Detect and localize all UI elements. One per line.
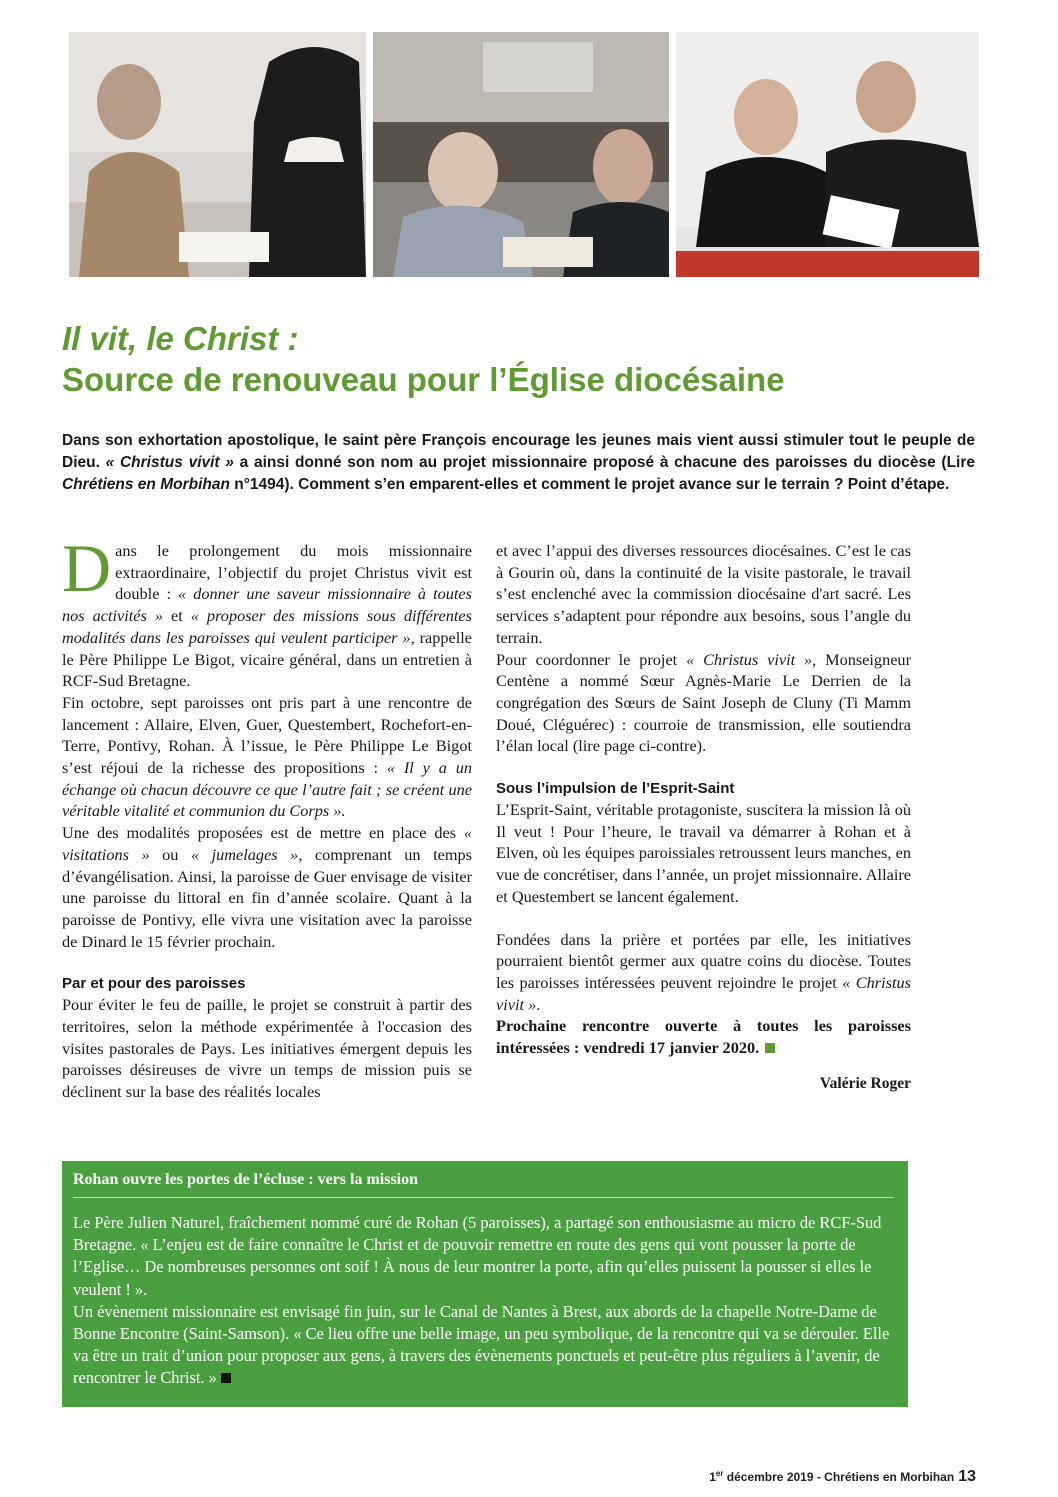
box-paragraph: Le Père Julien Naturel, fraîchement nommé curé de Rohan (5 paroisses), a partagé son enthousiasme au micro de RCF-Sud Bretagne. « L’enjeu est de faire connaître le Christ et de pouvoir remettre en route des gens qui vont pousser la porte de l’Eglise… De nombreuses personnes ont soif ! À nous de leur montrer la porte, afin qu’elles puissent la pousser si elles le veulent ! ». xyxy=(73,1213,882,1299)
article-column-right xyxy=(496,540,911,1094)
body-paragraph xyxy=(62,822,472,952)
lead-text: n°1494). Comment s’en emparent-elles et comment le projet avance sur le terrain ? Point d’étape. xyxy=(229,476,950,493)
body-paragraph: L’Esprit-Saint, véritable protagoniste, suscitera la mission là où Il veut ! Pour l’heure, le travail va démarrer à Rohan et à Elven, où les équipes paroissiales retroussent leurs manches, en vue de concrétiser, dans l’année, un projet missionnaire. Allaire et Questembert se lancent également. xyxy=(496,800,911,906)
page-number: 13 xyxy=(958,1468,976,1485)
photo-priests-reading xyxy=(676,32,979,277)
end-mark-icon xyxy=(221,1373,231,1383)
box-text: Un évènement missionnaire est envisagé fin juin, sur le Canal de Nantes à Brest, aux abords de la chapelle Notre-Dame de Bonne Encontre (Saint-Samson). « Ce lieu offre une belle image, un peu symbolique, de la rencontre qui va se dérouler. Elle va être un trait d’union pour proposer aux gens, à travers des évènements ponctuels et peut-être plus réguliers à l’avenir, de rencontrer le Christ. » xyxy=(73,1301,890,1388)
lead-text: Dans son exhortation apostolique, le saint père François encourage les jeunes mais vient aussi stimuler tout le peuple de Dieu. xyxy=(62,432,975,471)
body-text: Une des modalités proposées est de mettre en place des xyxy=(62,823,464,843)
body-paragraph: et avec l’appui des diverses ressources diocésaines. C’est le cas à Gourin où, dans la continuité de la visite pastorale, le travail s’est enclenché avec la commission diocésaine d'art sacré. Les services s’adaptent pour répondre aux besoins, sous l’angle du terrain. xyxy=(496,541,911,647)
photo-meeting-room xyxy=(373,32,669,277)
body-text: ou xyxy=(149,844,191,864)
quote: « Christus vivit » xyxy=(496,972,911,1014)
quote: « jumelages » xyxy=(190,844,299,864)
body-text: ans le prolongement du mois missionnaire extraordinaire, l’objectif du projet Christus vivit est double : xyxy=(115,541,472,604)
body-paragraph xyxy=(496,929,911,1016)
author-byline: Valérie Roger xyxy=(819,1074,911,1092)
lead-italic: « Christus vivit » xyxy=(105,454,234,471)
drop-cap: D xyxy=(62,530,112,606)
footer-date: 1 xyxy=(709,1470,716,1484)
quote: « Il y a un échange où chacun découvre ce que l’autre fait ; se créent une véritable vitalité et communion du Corps ». xyxy=(62,758,473,821)
box-body xyxy=(73,1212,894,1390)
announcement xyxy=(496,1015,911,1058)
box-paragraph xyxy=(73,1301,894,1390)
end-mark-icon xyxy=(765,1043,775,1053)
lead-paragraph xyxy=(62,430,975,496)
lead-italic: Chrétiens en Morbihan xyxy=(62,476,230,493)
photo-women-writing xyxy=(69,32,366,277)
box-heading: Rohan ouvre les portes de l’écluse : vers la mission xyxy=(73,1171,894,1198)
title-line-1: Il vit, le Christ : xyxy=(62,320,299,357)
sidebar-box xyxy=(62,1161,908,1407)
body-text: , Monseigneur Centène a nommé Sœur Agnès-Marie Le Derrien de la congrégation des Sœurs de Saint Joseph de Cluny (Ti Mamm Doué, Cléguérec) : courroie de transmission, elle soutiendra l’élan local (lire page ci-contre). xyxy=(496,649,911,756)
lead-text: a ainsi donné son nom au projet missionnaire proposé à chacune des paroisses du diocèse (Lire xyxy=(233,454,976,471)
body-text: Fondées dans la prière et portées par elle, les initiatives pourraient bientôt germer aux quatre coins du diocèse. Toutes les paroisses intéressées peuvent rejoindre le projet xyxy=(496,929,911,992)
quote: « visitations » xyxy=(62,823,472,864)
footer-date-sup: er xyxy=(715,1469,724,1478)
body-paragraph xyxy=(62,692,472,822)
quote: « Christus vivit » xyxy=(686,649,813,669)
body-text: Pour coordonner le projet xyxy=(496,649,687,669)
section-subheading: Par et pour des paroisses xyxy=(62,975,246,993)
body-text: , rappelle le Père Philippe Le Bigot, vicaire général, dans un entretien à RCF-Sud Bretagne. xyxy=(62,627,472,691)
page-footer xyxy=(709,1468,976,1486)
body-text: Fin octobre, sept paroisses ont pris part à une rencontre de lancement : Allaire, Elven, Guer, Questembert, Rochefort-en-Terre, Pontivy, Rohan. À l’issue, le Père Philippe Le Bigot s’est réjoui de la richesse des propositions : xyxy=(62,692,472,778)
body-paragraph xyxy=(62,530,472,692)
announcement-text: Prochaine rencontre ouverte à toutes les paroisses intéressées : vendredi 17 janvier 2020. xyxy=(496,1016,911,1058)
quote: « donner une saveur missionnaire à toutes nos activités » xyxy=(62,584,472,626)
article-title xyxy=(62,318,992,400)
footer-publication: décembre 2019 - Chrétiens en Morbihan xyxy=(723,1470,955,1484)
title-line-2: Source de renouveau pour l’Église diocésaine xyxy=(62,361,785,398)
body-text: et xyxy=(163,606,191,626)
body-paragraph: Pour éviter le feu de paille, le projet se construit à partir des territoires, selon la méthode expérimentée à l'occasion des visites pastorales de Pays. Les initiatives émergent depuis les paroisses désireuses de vivre un temps de mission puis se déclinent sur la base des réalités locales xyxy=(62,995,472,1102)
quote: « proposer des missions sous différentes modalités dans les paroisses qui veulent participer » xyxy=(62,606,472,647)
article-column-left xyxy=(62,530,473,1103)
body-paragraph xyxy=(496,649,911,758)
section-subheading: Sous l’impulsion de l’Esprit-Saint xyxy=(496,780,735,798)
body-text: . xyxy=(536,994,541,1014)
body-text: , comprenant un temps d’évangélisation. Ainsi, la paroisse de Guer envisage de visiter une paroisse du littoral en fin d’année scolaire. Quant à la paroisse de Pontivy, elle vivra une visitation avec la paroisse de Dinard le 15 février prochain. xyxy=(62,844,472,951)
